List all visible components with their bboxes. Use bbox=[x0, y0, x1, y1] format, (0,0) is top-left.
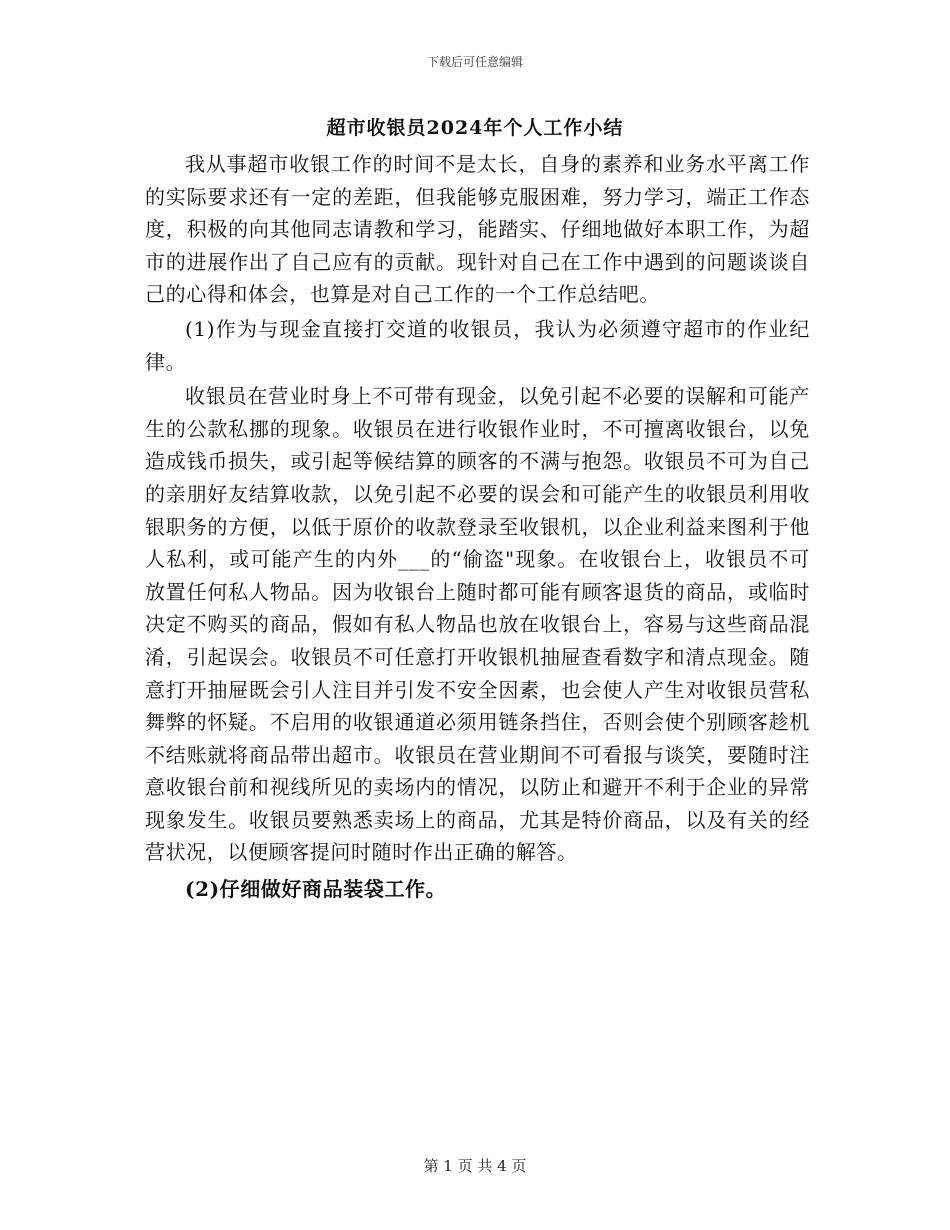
document-body bbox=[145, 148, 810, 908]
paragraph-point-2-heading: (2)仔细做好商品装袋工作。 bbox=[185, 877, 447, 902]
paragraph-intro: 我从事超市收银工作的时间不是太长，自身的素养和业务水平离工作的实际要求还有一定的差距，但我能够克服困难，努力学习，端正工作态度，积极的向其他同志请教和学习，能踏实、仔细地做好本职工作，为超市的进展作出了自己应有的贡献。现针对自己在工作中遇到的问题谈谈自己的心得和体会，也算是对自己工作的一个工作总结吧。 bbox=[145, 152, 810, 307]
document-title: 超市收银员2024年个人工作小结 bbox=[326, 117, 624, 139]
paragraph-point-1-heading: (1)作为与现金直接打交道的收银员，我认为必须遵守超市的作业纪律。 bbox=[145, 316, 810, 374]
header-note: 下载后可任意编辑 bbox=[426, 55, 523, 69]
paragraph-point-1-detail: 收银员在营业时身上不可带有现金，以免引起不必要的误解和可能产生的公款私挪的现象。收银员在进行收银作业时，不可擅离收银台，以免造成钱币损失，或引起等候结算的顾客的不满与抱怨。收银员不可为自己的亲朋好友结算收款，以免引起不必要的误会和可能产生的收银员利用收银职务的方便，以低于原价的收款登录至收银机，以企业利益来图利于他人私利，或可能产生的内外___的“偷盗"现象。在收银台上，收银员不可放置任何私人物品。因为收银台上随时都可能有顾客退货的商品，或临时决定不购买的商品，假如有私人物品也放在收银台上，容易与这些商品混淆，引起误会。收银员不可任意打开收银机抽屉查看数字和清点现金。随意打开抽屉既会引人注目并引发不安全因素，也会使人产生对收银员营私舞弊的怀疑。不启用的收银通道必须用链条挡住，否则会使个别顾客趁机不结账就将商品带出超市。收银员在营业期间不可看报与谈笑，要随时注意收银台前和视线所见的卖场内的情况，以防止和避开不利于企业的异常现象发生。收银员要熟悉卖场上的商品，尤其是特价商品，以及有关的经营状况，以便顾客提问时随时作出正确的解答。 bbox=[145, 384, 810, 865]
page-number-footer: 第 1 页 共 4 页 bbox=[423, 1157, 527, 1175]
